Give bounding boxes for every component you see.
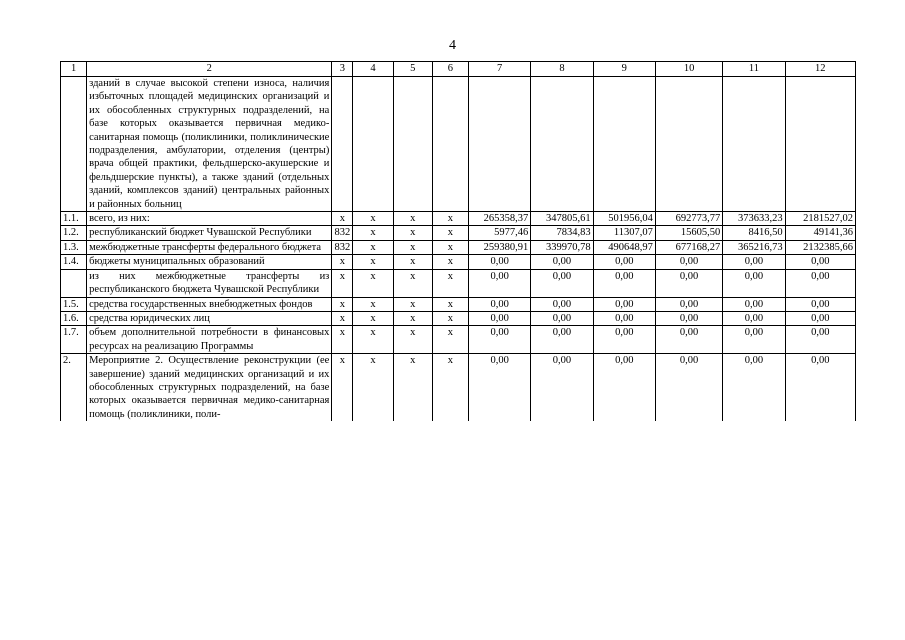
row-name-cell: бюджеты муниципальных образований (87, 255, 332, 269)
amount-cell: 692773,77 (655, 212, 722, 226)
amount-cell: 0,00 (785, 311, 855, 325)
code-cell: х (332, 212, 353, 226)
code-cell: х (353, 269, 393, 297)
amount-cell: 0,00 (785, 326, 855, 354)
table-header-row (61, 62, 856, 77)
code-cell: х (353, 311, 393, 325)
code-cell: х (393, 297, 432, 311)
amount-cell: 0,00 (785, 354, 855, 422)
amount-cell: 0,00 (785, 255, 855, 269)
amount-cell: 15605,50 (655, 226, 722, 240)
amount-cell: 0,00 (723, 311, 785, 325)
table-row (61, 226, 856, 240)
column-header: 3 (332, 62, 353, 77)
row-name-cell: всего, из них: (87, 212, 332, 226)
code-cell: х (332, 269, 353, 297)
table-row (61, 212, 856, 226)
amount-cell: 0,00 (531, 354, 593, 422)
column-header: 10 (655, 62, 722, 77)
row-number-cell: 1.7. (61, 326, 87, 354)
amount-cell: 0,00 (531, 297, 593, 311)
code-cell: х (432, 326, 468, 354)
amount-cell: 490648,97 (593, 240, 655, 254)
column-header: 11 (723, 62, 785, 77)
row-name-cell: республиканский бюджет Чувашской Республики (87, 226, 332, 240)
table-row (61, 255, 856, 269)
amount-cell: 0,00 (785, 269, 855, 297)
amount-cell: 0,00 (593, 311, 655, 325)
column-header: 7 (468, 62, 530, 77)
amount-cell (723, 77, 785, 212)
table-row (61, 240, 856, 254)
amount-cell: 0,00 (468, 255, 530, 269)
amount-cell (468, 77, 530, 212)
code-cell (393, 77, 432, 212)
code-cell: х (432, 354, 468, 422)
code-cell: х (432, 311, 468, 325)
table-row (61, 297, 856, 311)
amount-cell: 0,00 (593, 255, 655, 269)
row-number-cell (61, 77, 87, 212)
code-cell: х (353, 326, 393, 354)
amount-cell: 339970,78 (531, 240, 593, 254)
code-cell: х (353, 354, 393, 422)
row-name-cell: межбюджетные трансферты федерального бюджета (87, 240, 332, 254)
code-cell: х (393, 212, 432, 226)
code-cell: х (353, 240, 393, 254)
amount-cell: 0,00 (723, 297, 785, 311)
amount-cell (531, 77, 593, 212)
code-cell: х (332, 297, 353, 311)
amount-cell: 0,00 (468, 354, 530, 422)
table-row (61, 326, 856, 354)
column-header: 5 (393, 62, 432, 77)
amount-cell: 0,00 (785, 297, 855, 311)
code-cell (432, 77, 468, 212)
code-cell (332, 77, 353, 212)
amount-cell: 0,00 (593, 269, 655, 297)
amount-cell: 0,00 (468, 326, 530, 354)
amount-cell: 0,00 (655, 311, 722, 325)
page-number: 4 (449, 38, 456, 53)
row-name-cell: Мероприятие 2. Осуществление реконструкции (ее завершение) зданий медицинских организаций и их обособленных структурных подразделений, на базе которых оказывается первичная медико-санитарная помощь (поликлиники, поли- (87, 354, 332, 422)
column-header: 1 (61, 62, 87, 77)
row-name-cell: из них межбюджетные трансферты из республиканского бюджета Чувашской Республики (87, 269, 332, 297)
amount-cell: 501956,04 (593, 212, 655, 226)
row-name-cell: зданий в случае высокой степени износа, наличия избыточных площадей медицинских организаций и их обособленных структурных подразделений, на базе которых оказывается первичная медико-санитарная помощь (поликлиники, поликлинические подразделения, амбулатории, отделения (центры) врача общей практики, фельдшерско-акушерские и фельдшерские пункты), а также зданий (отдельных зданий, комплексов зданий) центральных районных и районных больниц (87, 77, 332, 212)
code-cell: х (393, 326, 432, 354)
row-number-cell: 1.4. (61, 255, 87, 269)
amount-cell: 0,00 (655, 326, 722, 354)
amount-cell: 7834,83 (531, 226, 593, 240)
amount-cell (593, 77, 655, 212)
amount-cell: 265358,37 (468, 212, 530, 226)
code-cell: х (393, 354, 432, 422)
code-cell: 832 (332, 226, 353, 240)
code-cell: х (432, 212, 468, 226)
amount-cell: 0,00 (468, 297, 530, 311)
row-name-cell: средства государственных внебюджетных фондов (87, 297, 332, 311)
code-cell: х (332, 255, 353, 269)
column-header: 4 (353, 62, 393, 77)
column-header: 8 (531, 62, 593, 77)
row-number-cell: 1.6. (61, 311, 87, 325)
code-cell: х (393, 255, 432, 269)
column-header: 6 (432, 62, 468, 77)
row-name-cell: объем дополнительной потребности в финансовых ресурсах на реализацию Программы (87, 326, 332, 354)
code-cell: х (332, 311, 353, 325)
code-cell: х (353, 255, 393, 269)
code-cell: х (332, 326, 353, 354)
amount-cell: 0,00 (655, 255, 722, 269)
amount-cell: 0,00 (655, 269, 722, 297)
row-number-cell: 2. (61, 354, 87, 422)
amount-cell: 0,00 (655, 354, 722, 422)
amount-cell: 8416,50 (723, 226, 785, 240)
table-row (61, 354, 856, 422)
code-cell: 832 (332, 240, 353, 254)
amount-cell (785, 77, 855, 212)
code-cell (353, 77, 393, 212)
table-row (61, 77, 856, 212)
amount-cell: 0,00 (723, 269, 785, 297)
amount-cell: 0,00 (655, 297, 722, 311)
column-header: 2 (87, 62, 332, 77)
column-header: 12 (785, 62, 855, 77)
row-number-cell: 1.1. (61, 212, 87, 226)
code-cell: х (393, 311, 432, 325)
amount-cell: 0,00 (723, 354, 785, 422)
code-cell: х (353, 226, 393, 240)
amount-cell: 0,00 (531, 326, 593, 354)
column-header: 9 (593, 62, 655, 77)
financing-table (60, 61, 856, 421)
code-cell: х (393, 269, 432, 297)
row-name-cell: средства юридических лиц (87, 311, 332, 325)
amount-cell: 347805,61 (531, 212, 593, 226)
amount-cell: 0,00 (593, 297, 655, 311)
amount-cell: 0,00 (531, 311, 593, 325)
amount-cell: 0,00 (593, 354, 655, 422)
amount-cell: 49141,36 (785, 226, 855, 240)
code-cell: х (393, 240, 432, 254)
amount-cell: 0,00 (723, 255, 785, 269)
code-cell: х (432, 240, 468, 254)
code-cell: х (332, 354, 353, 422)
amount-cell: 677168,27 (655, 240, 722, 254)
amount-cell: 373633,23 (723, 212, 785, 226)
code-cell: х (432, 297, 468, 311)
amount-cell: 0,00 (468, 269, 530, 297)
amount-cell: 0,00 (468, 311, 530, 325)
amount-cell (655, 77, 722, 212)
amount-cell: 0,00 (531, 269, 593, 297)
row-number-cell: 1.3. (61, 240, 87, 254)
row-number-cell (61, 269, 87, 297)
row-number-cell: 1.2. (61, 226, 87, 240)
code-cell: х (432, 255, 468, 269)
code-cell: х (353, 212, 393, 226)
amount-cell: 365216,73 (723, 240, 785, 254)
code-cell: х (393, 226, 432, 240)
amount-cell: 0,00 (531, 255, 593, 269)
amount-cell: 259380,91 (468, 240, 530, 254)
amount-cell: 5977,46 (468, 226, 530, 240)
code-cell: х (353, 297, 393, 311)
amount-cell: 2181527,02 (785, 212, 855, 226)
table-row (61, 311, 856, 325)
amount-cell: 2132385,66 (785, 240, 855, 254)
code-cell: х (432, 226, 468, 240)
row-number-cell: 1.5. (61, 297, 87, 311)
table-row (61, 269, 856, 297)
amount-cell: 11307,07 (593, 226, 655, 240)
amount-cell: 0,00 (723, 326, 785, 354)
amount-cell: 0,00 (593, 326, 655, 354)
code-cell: х (432, 269, 468, 297)
